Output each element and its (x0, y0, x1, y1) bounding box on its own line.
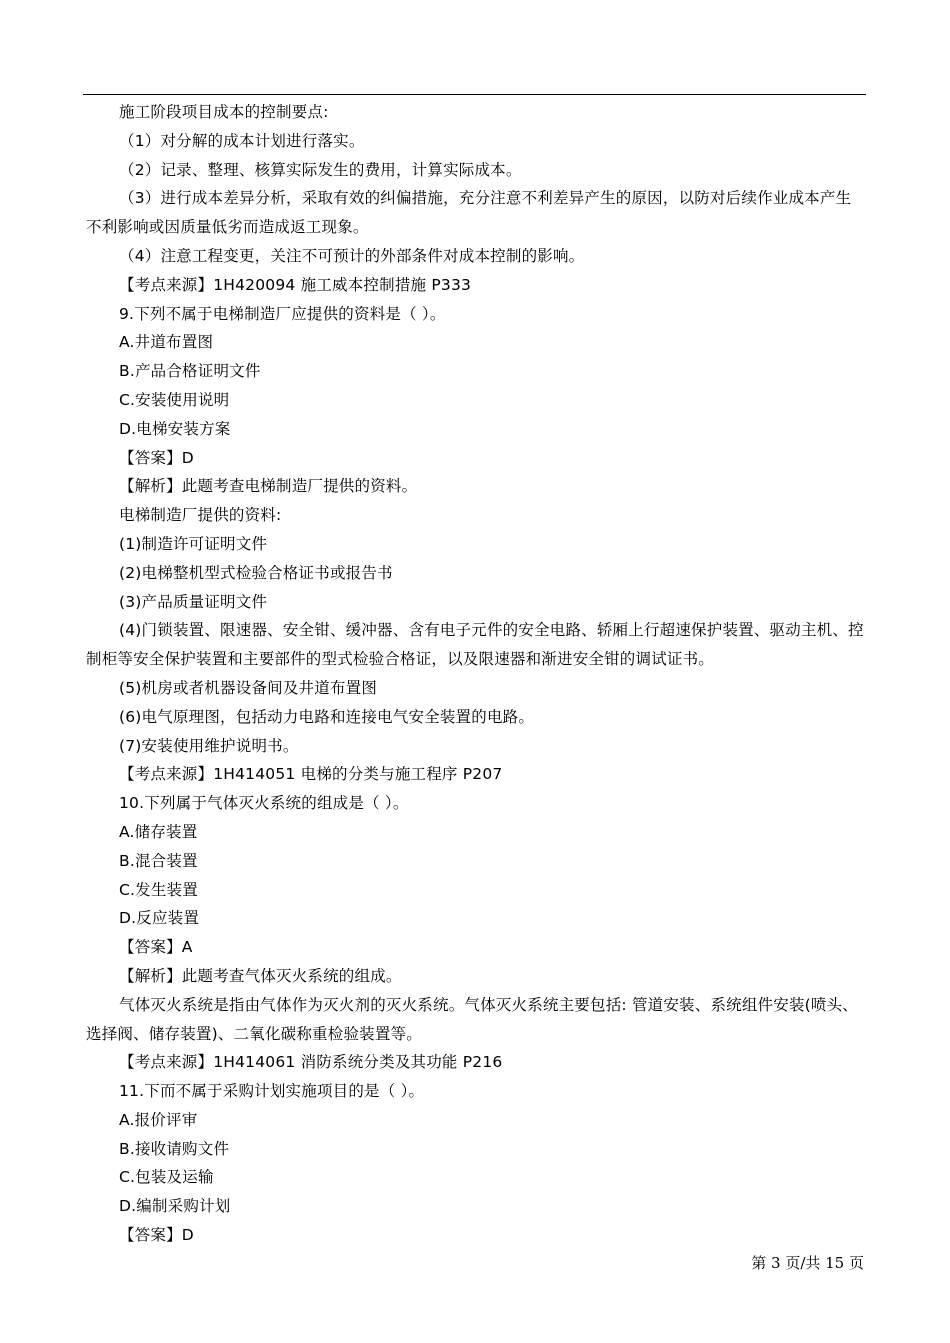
text-line: 气体灭火系统是指由气体作为灭火剂的灭火系统。气体灭火系统主要包括: 管道安装、系统组件安装(喷头、选择阀、储存装置)、二氧化碳称重检验装置等。 (86, 995, 858, 1043)
page-body (86, 98, 866, 1250)
analysis-line: 【解析】此题考查气体灭火系统的组成。 (119, 966, 402, 985)
option-b: B.产品合格证明文件 (119, 362, 261, 381)
text-line: （3）进行成本差异分析，采取有效的纠偏措施，充分注意不利差异产生的原因，以防对后续作业成本产生不利影响或因质量低劣而造成返工现象。 (86, 189, 852, 237)
source-reference: 【考点来源】1H414051 电梯的分类与施工程序 P207 (119, 765, 503, 784)
answer-line: 【答案】D (119, 448, 194, 467)
page-number: 第 3 页/共 15 页 (751, 1254, 864, 1272)
option-c: C.安装使用说明 (119, 390, 230, 409)
option-c: C.发生装置 (119, 880, 198, 899)
option-b: B.混合装置 (119, 851, 198, 870)
text-line: (6)电气原理图，包括动力电路和连接电气安全装置的电路。 (119, 707, 535, 726)
text-line: (4)门锁装置、限速器、安全钳、缓冲器、含有电子元件的安全电路、轿厢上行超速保护装置、驱动主机、控制柜等安全保护装置和主要部件的型式检验合格证，以及限速器和渐进安全钳的调试证书。 (86, 621, 864, 669)
text-line: 电梯制造厂提供的资料: (119, 506, 282, 525)
answer-line: 【答案】A (119, 938, 193, 957)
source-reference: 【考点来源】1H420094 施工威本控制措施 P333 (119, 275, 472, 294)
question-stem: 9.下列不属于电梯制造厂应提供的资料是（ ）。 (119, 304, 446, 323)
question-stem: 11.下而不属于采购计划实施项目的是（ ）。 (119, 1082, 425, 1101)
option-c: C.包装及运输 (119, 1168, 214, 1187)
option-d: D.反应装置 (119, 909, 200, 928)
analysis-line: 【解析】此题考查电梯制造厂提供的资料。 (119, 477, 418, 496)
text-line: (5)机房或者机器设备间及井道布置图 (119, 678, 378, 697)
text-line: (7)安装使用维护说明书。 (119, 736, 299, 755)
answer-line: 【答案】D (119, 1226, 194, 1245)
header-rule (83, 94, 866, 95)
text-line: (3)产品质量证明文件 (119, 592, 268, 611)
option-d: D.电梯安装方案 (119, 419, 231, 438)
option-b: B.接收请购文件 (119, 1139, 230, 1158)
text-line: （2）记录、整理、核算实际发生的费用，计算实际成本。 (119, 160, 522, 179)
text-line: （1）对分解的成本计划进行落实。 (119, 131, 365, 150)
text-line: (2)电梯整机型式检验合格证书或报告书 (119, 563, 393, 582)
source-reference: 【考点来源】1H414061 消防系统分类及其功能 P216 (119, 1053, 503, 1072)
text-line: (1)制造许可证明文件 (119, 534, 268, 553)
question-stem: 10.下列属于气体灭火系统的组成是（ ）。 (119, 794, 409, 813)
text-line: 施工阶段项目成本的控制要点: (119, 103, 329, 121)
option-d: D.编制采购计划 (119, 1197, 231, 1216)
option-a: A.井道布置图 (119, 333, 214, 352)
option-a: A.储存装置 (119, 822, 198, 841)
option-a: A.报价评审 (119, 1110, 198, 1129)
text-line: （4）注意工程变更，关注不可预计的外部条件对成本控制的影响。 (119, 246, 585, 265)
